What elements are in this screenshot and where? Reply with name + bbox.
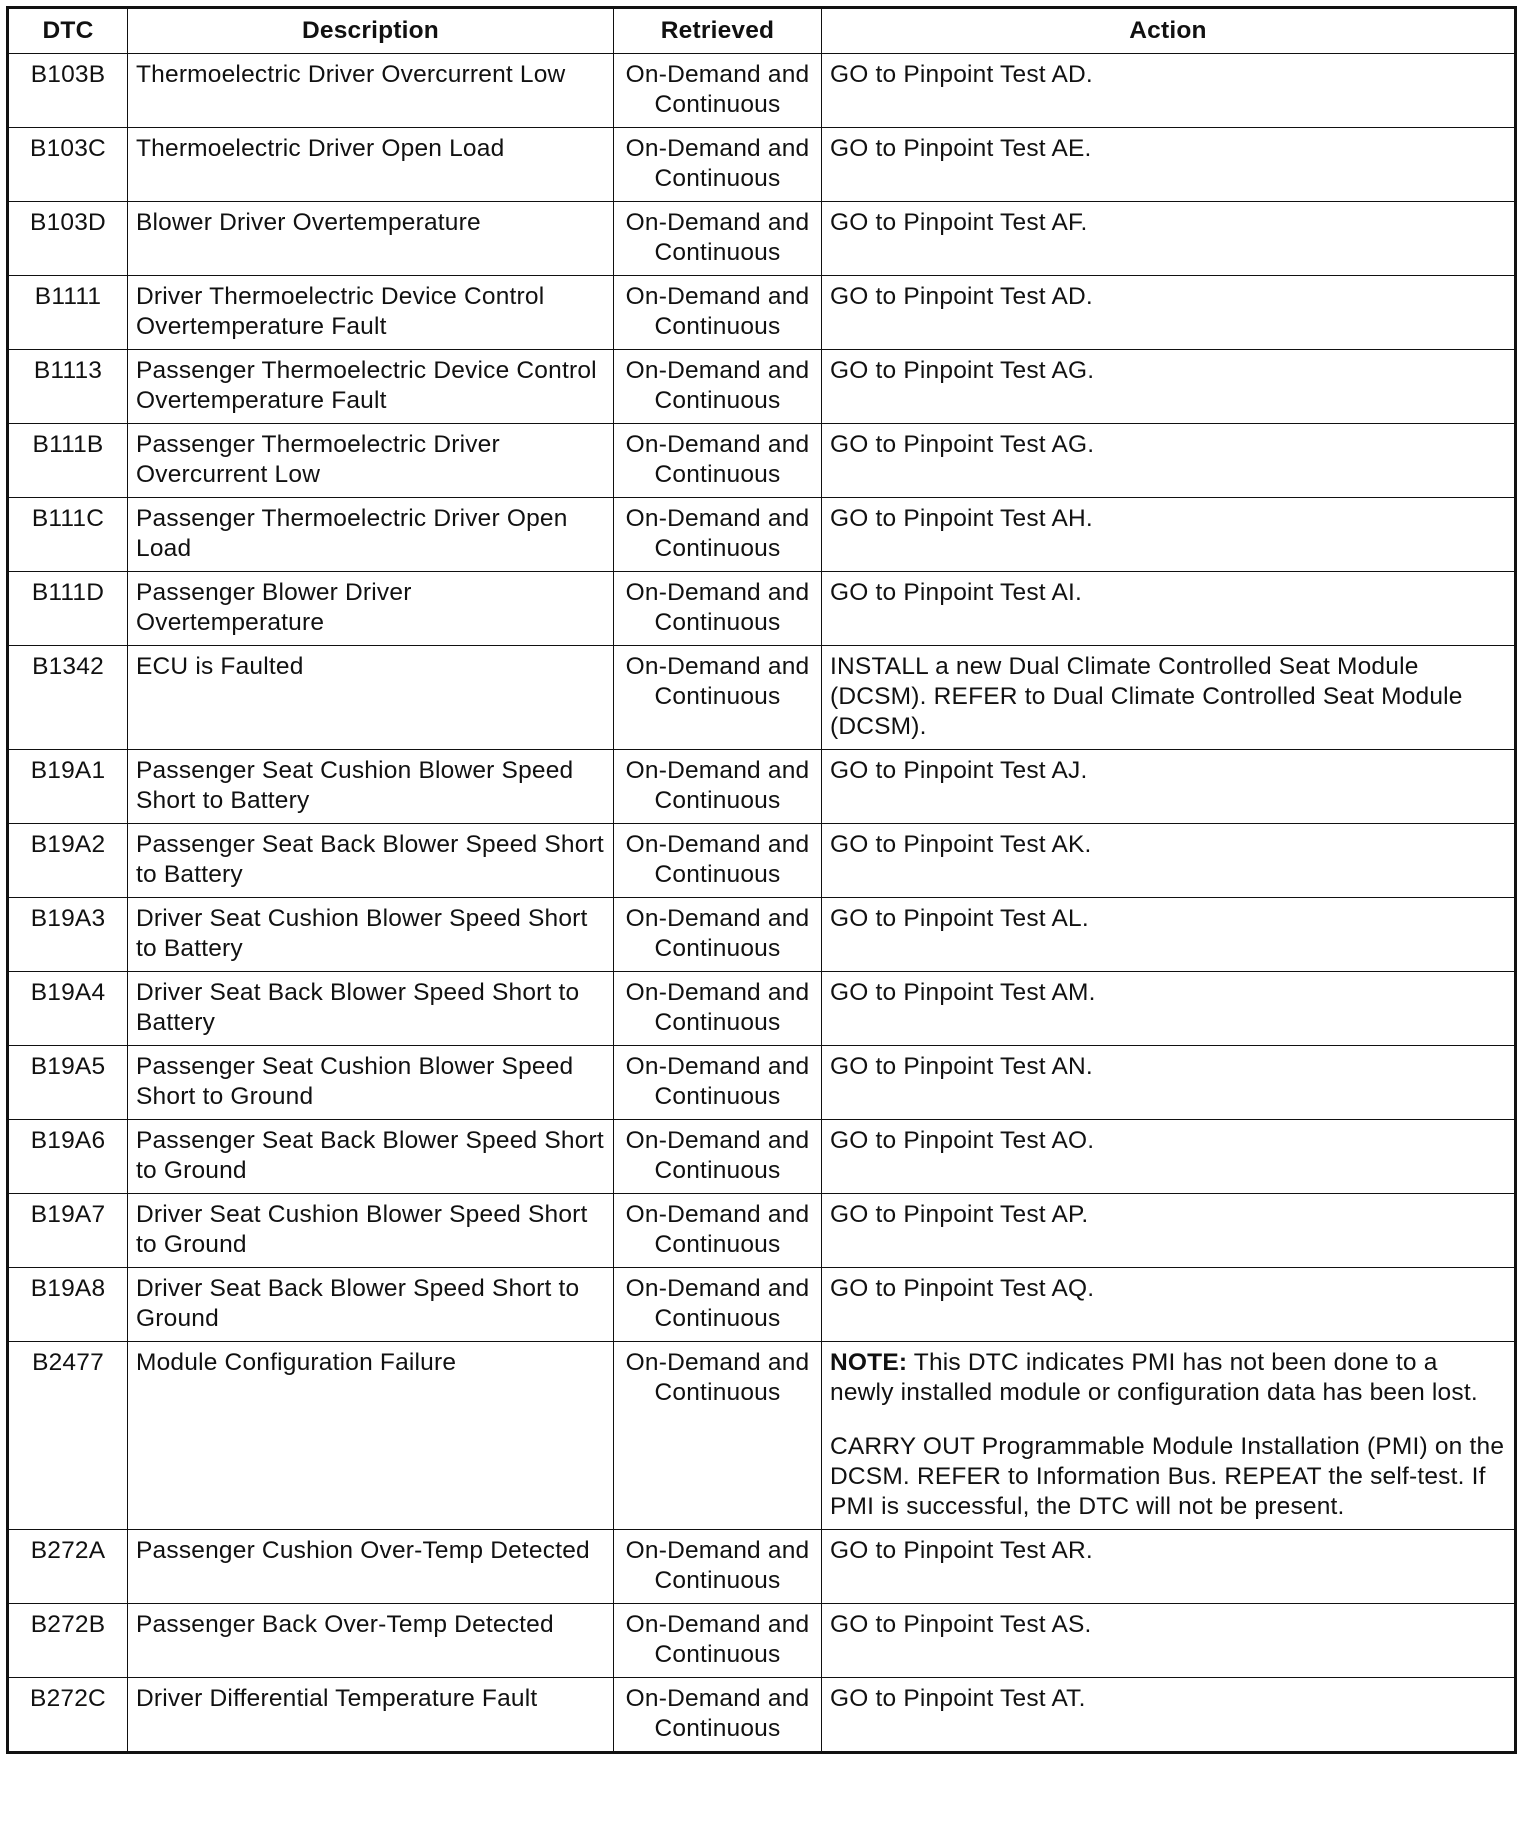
retrieved-line2: Continuous: [654, 1379, 781, 1406]
retrieved-line1: On-Demand and: [625, 1349, 810, 1376]
retrieved-line2: Continuous: [654, 1567, 781, 1594]
dtc-code: B19A7: [8, 1194, 128, 1268]
retrieved-line1: On-Demand and: [625, 283, 810, 310]
header-action: Action: [822, 8, 1516, 54]
dtc-code: B19A4: [8, 972, 128, 1046]
dtc-description: Passenger Thermoelectric Device Control Overtemperature Fault: [128, 350, 614, 424]
dtc-action: GO to Pinpoint Test AP.: [822, 1194, 1516, 1268]
retrieved-line2: Continuous: [654, 91, 781, 118]
dtc-action: GO to Pinpoint Test AH.: [822, 498, 1516, 572]
retrieved-line2: Continuous: [654, 609, 781, 636]
retrieved-cell: [614, 572, 822, 646]
retrieved-line1: On-Demand and: [625, 505, 810, 532]
dtc-description: Blower Driver Overtemperature: [128, 202, 614, 276]
retrieved-cell: [614, 1046, 822, 1120]
dtc-action: GO to Pinpoint Test AO.: [822, 1120, 1516, 1194]
retrieved-cell: [614, 750, 822, 824]
retrieved-line2: Continuous: [654, 1641, 781, 1668]
retrieved-line2: Continuous: [654, 1231, 781, 1258]
retrieved-line2: Continuous: [654, 461, 781, 488]
dtc-action: GO to Pinpoint Test AN.: [822, 1046, 1516, 1120]
retrieved-cell: [614, 898, 822, 972]
dtc-code: B103B: [8, 54, 128, 128]
dtc-description: Passenger Back Over-Temp Detected: [128, 1604, 614, 1678]
retrieved-cell: [614, 1120, 822, 1194]
retrieved-cell: [614, 498, 822, 572]
retrieved-line1: On-Demand and: [625, 653, 810, 680]
dtc-description: Thermoelectric Driver Open Load: [128, 128, 614, 202]
retrieved-cell: [614, 202, 822, 276]
retrieved-line2: Continuous: [654, 165, 781, 192]
dtc-action-cell: [822, 1342, 1516, 1530]
retrieved-line1: On-Demand and: [625, 209, 810, 236]
table-row: [8, 898, 1516, 972]
dtc-description: Driver Differential Temperature Fault: [128, 1678, 614, 1753]
retrieved-line1: On-Demand and: [625, 431, 810, 458]
table-row: [8, 128, 1516, 202]
table-row: [8, 1194, 1516, 1268]
table-row: [8, 572, 1516, 646]
retrieved-cell: [614, 824, 822, 898]
dtc-description: ECU is Faulted: [128, 646, 614, 750]
retrieved-cell: [614, 1530, 822, 1604]
retrieved-line2: Continuous: [654, 535, 781, 562]
retrieved-cell: [614, 1678, 822, 1753]
retrieved-cell: [614, 646, 822, 750]
retrieved-line1: On-Demand and: [625, 757, 810, 784]
retrieved-line2: Continuous: [654, 861, 781, 888]
retrieved-line2: Continuous: [654, 1305, 781, 1332]
dtc-code: B1111: [8, 276, 128, 350]
dtc-code: B19A6: [8, 1120, 128, 1194]
table-row: [8, 1268, 1516, 1342]
note-paragraph: [830, 1348, 1506, 1408]
retrieved-line1: On-Demand and: [625, 1685, 810, 1712]
dtc-code: B111C: [8, 498, 128, 572]
dtc-action: INSTALL a new Dual Climate Controlled Seat Module (DCSM). REFER to Dual Climate Controlled Seat Module (DCSM).: [822, 646, 1516, 750]
retrieved-line1: On-Demand and: [625, 357, 810, 384]
dtc-code: B111D: [8, 572, 128, 646]
retrieved-line2: Continuous: [654, 239, 781, 266]
dtc-code: B103C: [8, 128, 128, 202]
table-row: [8, 202, 1516, 276]
retrieved-line1: On-Demand and: [625, 579, 810, 606]
dtc-action: GO to Pinpoint Test AF.: [822, 202, 1516, 276]
dtc-description: Passenger Seat Back Blower Speed Short to Ground: [128, 1120, 614, 1194]
dtc-action: GO to Pinpoint Test AR.: [822, 1530, 1516, 1604]
table-row: [8, 1678, 1516, 1753]
retrieved-line2: Continuous: [654, 787, 781, 814]
retrieved-cell: [614, 350, 822, 424]
retrieved-cell: [614, 276, 822, 350]
table-row: [8, 646, 1516, 750]
retrieved-line1: On-Demand and: [625, 135, 810, 162]
dtc-description: Passenger Seat Cushion Blower Speed Short to Ground: [128, 1046, 614, 1120]
table-row: [8, 498, 1516, 572]
table-row: [8, 54, 1516, 128]
dtc-description: Passenger Thermoelectric Driver Overcurrent Low: [128, 424, 614, 498]
dtc-action: GO to Pinpoint Test AQ.: [822, 1268, 1516, 1342]
retrieved-line2: Continuous: [654, 1157, 781, 1184]
dtc-description: Driver Seat Cushion Blower Speed Short to Ground: [128, 1194, 614, 1268]
table-row: [8, 350, 1516, 424]
header-row: [8, 8, 1516, 54]
dtc-action: GO to Pinpoint Test AT.: [822, 1678, 1516, 1753]
table-row: [8, 1342, 1516, 1530]
dtc-code: B2477: [8, 1342, 128, 1530]
retrieved-line1: On-Demand and: [625, 831, 810, 858]
table-row: [8, 824, 1516, 898]
header-retrieved: Retrieved: [614, 8, 822, 54]
dtc-action: GO to Pinpoint Test AK.: [822, 824, 1516, 898]
retrieved-cell: [614, 1268, 822, 1342]
dtc-action: GO to Pinpoint Test AG.: [822, 350, 1516, 424]
dtc-action: GO to Pinpoint Test AD.: [822, 276, 1516, 350]
retrieved-line1: On-Demand and: [625, 1053, 810, 1080]
retrieved-line2: Continuous: [654, 935, 781, 962]
retrieved-line2: Continuous: [654, 683, 781, 710]
retrieved-line1: On-Demand and: [625, 1611, 810, 1638]
dtc-table: [6, 6, 1517, 1754]
retrieved-cell: [614, 424, 822, 498]
dtc-description: Passenger Seat Back Blower Speed Short to Battery: [128, 824, 614, 898]
retrieved-line1: On-Demand and: [625, 1127, 810, 1154]
dtc-description: Passenger Thermoelectric Driver Open Load: [128, 498, 614, 572]
dtc-code: B1342: [8, 646, 128, 750]
retrieved-line2: Continuous: [654, 1083, 781, 1110]
header-dtc: DTC: [8, 8, 128, 54]
dtc-code: B111B: [8, 424, 128, 498]
dtc-code: B1113: [8, 350, 128, 424]
note-text: This DTC indicates PMI has not been done to a newly installed module or configuration data has been lost.: [830, 1349, 1478, 1406]
table-row: [8, 1046, 1516, 1120]
dtc-description: Driver Seat Cushion Blower Speed Short to Battery: [128, 898, 614, 972]
dtc-action: GO to Pinpoint Test AG.: [822, 424, 1516, 498]
retrieved-cell: [614, 1604, 822, 1678]
dtc-code: B272A: [8, 1530, 128, 1604]
dtc-action: GO to Pinpoint Test AD.: [822, 54, 1516, 128]
retrieved-line2: Continuous: [654, 313, 781, 340]
retrieved-cell: [614, 128, 822, 202]
dtc-description: Driver Thermoelectric Device Control Overtemperature Fault: [128, 276, 614, 350]
retrieved-line1: On-Demand and: [625, 1537, 810, 1564]
dtc-description: Driver Seat Back Blower Speed Short to Battery: [128, 972, 614, 1046]
retrieved-line2: Continuous: [654, 1715, 781, 1742]
header-description: Description: [128, 8, 614, 54]
retrieved-line1: On-Demand and: [625, 1201, 810, 1228]
dtc-code: B272B: [8, 1604, 128, 1678]
table-row: [8, 750, 1516, 824]
dtc-code: B272C: [8, 1678, 128, 1753]
table-row: [8, 276, 1516, 350]
table-row: [8, 1120, 1516, 1194]
dtc-description: Passenger Blower Driver Overtemperature: [128, 572, 614, 646]
retrieved-line2: Continuous: [654, 1009, 781, 1036]
dtc-action: GO to Pinpoint Test AJ.: [822, 750, 1516, 824]
retrieved-cell: [614, 972, 822, 1046]
dtc-code: B19A3: [8, 898, 128, 972]
dtc-action: GO to Pinpoint Test AL.: [822, 898, 1516, 972]
dtc-description: Thermoelectric Driver Overcurrent Low: [128, 54, 614, 128]
dtc-action: GO to Pinpoint Test AM.: [822, 972, 1516, 1046]
dtc-code: B19A8: [8, 1268, 128, 1342]
dtc-action: GO to Pinpoint Test AE.: [822, 128, 1516, 202]
dtc-action: GO to Pinpoint Test AI.: [822, 572, 1516, 646]
note-label: NOTE:: [830, 1349, 908, 1376]
dtc-description: Passenger Cushion Over-Temp Detected: [128, 1530, 614, 1604]
table-row: [8, 1604, 1516, 1678]
retrieved-cell: [614, 54, 822, 128]
dtc-code: B103D: [8, 202, 128, 276]
table-row: [8, 424, 1516, 498]
dtc-code: B19A5: [8, 1046, 128, 1120]
retrieved-cell: [614, 1342, 822, 1530]
table-row: [8, 972, 1516, 1046]
retrieved-line1: On-Demand and: [625, 61, 810, 88]
retrieved-line1: On-Demand and: [625, 1275, 810, 1302]
dtc-description: Module Configuration Failure: [128, 1342, 614, 1530]
retrieved-line1: On-Demand and: [625, 905, 810, 932]
dtc-action: GO to Pinpoint Test AS.: [822, 1604, 1516, 1678]
retrieved-line2: Continuous: [654, 387, 781, 414]
table-row: [8, 1530, 1516, 1604]
dtc-code: B19A2: [8, 824, 128, 898]
dtc-description: Driver Seat Back Blower Speed Short to Ground: [128, 1268, 614, 1342]
dtc-action: CARRY OUT Programmable Module Installation (PMI) on the DCSM. REFER to Information Bus. REPEAT the self-test. If PMI is successful, the DTC will not be present.: [830, 1433, 1505, 1520]
dtc-description: Passenger Seat Cushion Blower Speed Short to Battery: [128, 750, 614, 824]
dtc-code: B19A1: [8, 750, 128, 824]
retrieved-cell: [614, 1194, 822, 1268]
retrieved-line1: On-Demand and: [625, 979, 810, 1006]
document-page: [6, 6, 1514, 1836]
